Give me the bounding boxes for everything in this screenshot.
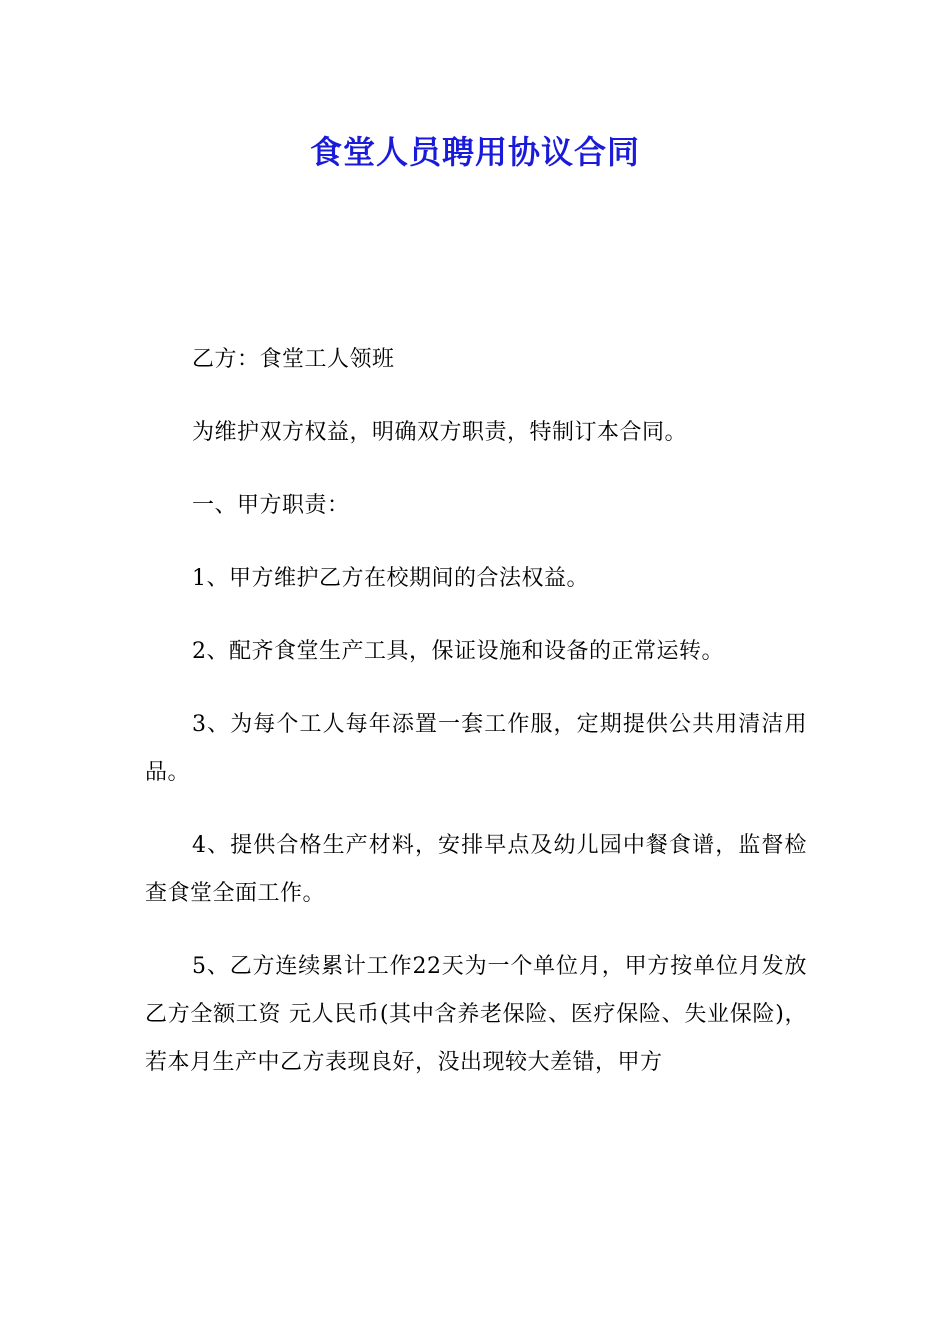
paragraph-item-1: 1、甲方维护乙方在校期间的合法权益。: [192, 566, 589, 591]
paragraph-item-3: 3、为每个工人每年添置一套工作服，定期提供公共用清洁用品。: [145, 712, 807, 785]
paragraph-item-2: 2、配齐食堂生产工具，保证设施和设备的正常运转。: [192, 639, 724, 664]
document-title: 食堂人员聘用协议合同: [309, 133, 640, 171]
paragraph-item-4: 4、提供合格生产材料，安排早点及幼儿园中餐食谱，监督检查食堂全面工作。: [145, 833, 807, 906]
paragraph-item-5: 5、乙方连续累计工作22天为一个单位月，甲方按单位月发放乙方全额工资 元人民币(其中含养老保险、医疗保险、失业保险)，若本月生产中乙方表现良好，没出现较大差错，甲方: [145, 954, 807, 1075]
paragraph-party-b: 乙方：食堂工人领班: [192, 347, 395, 372]
paragraph-purpose: 为维护双方权益，明确双方职责，特制订本合同。: [192, 420, 688, 445]
paragraph-section-heading: 一、甲方职责：: [192, 493, 350, 518]
document-body: [145, 336, 807, 1112]
